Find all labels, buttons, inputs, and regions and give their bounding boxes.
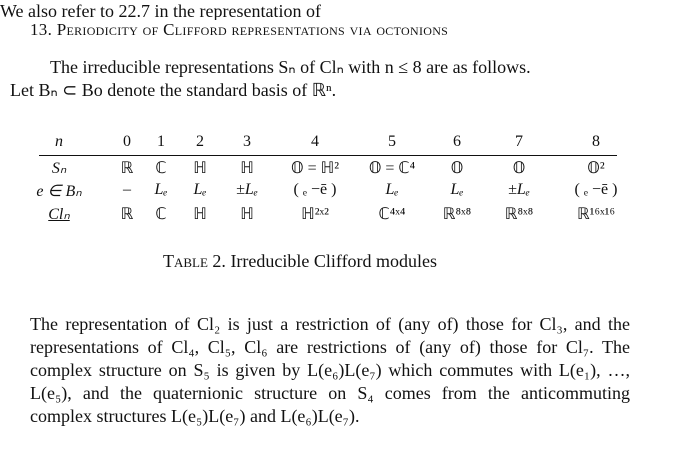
caption-label: Table 2. [163, 251, 226, 271]
table-header-cell: 6 [453, 133, 461, 150]
table-cell: ℍ²ˣ² [301, 206, 329, 223]
table-cell: 𝕆² [587, 160, 605, 177]
table-cell: ℝ⁸ˣ⁸ [504, 206, 534, 223]
table-row [37, 181, 617, 201]
caption-text: Irreducible Clifford modules [230, 251, 438, 271]
table-header-cell: 4 [311, 133, 319, 150]
body-paragraph: The representation of Cl₂ is just a restriction of (any of) those for Cl₃, and the representations of Cl₄, Cl₅, Cl₆ are restrictions of (any of) those for Cl₇. The complex structure on S₅ is given by L(e₆)L(e₇) which commutes with L(e₁), …, L(e₅), and the quaternionic structure on S₄ comes from the anticommuting complex structures L(e₅)L(e₇) and L(e₆)L(e₇). [30, 314, 630, 426]
table-caption [163, 251, 437, 272]
table-cell: ( ₑ −ē ) [293, 181, 337, 198]
table-header-label: n [55, 133, 63, 150]
table-row [37, 158, 617, 178]
section-title: Periodicity of Clifford representations via octonions [56, 20, 449, 39]
table-cell: ℝ¹⁶ˣ¹⁶ [576, 206, 616, 223]
table-cell: ℂ [155, 160, 167, 177]
section-number: 13. [30, 20, 53, 39]
table-cell: 𝕆 [512, 160, 526, 177]
intro-line-1: The irreducible representations Sₙ of Clₙ with n ≤ 8 are as follows. [50, 57, 531, 77]
table-cell: 𝕆 = ℍ² [290, 160, 340, 177]
row-label: Sₙ [51, 160, 67, 177]
table-cell: ℍ [193, 206, 207, 223]
table-cell: ±Lₑ [508, 181, 530, 198]
row-label: e ∈ Bₙ [36, 183, 82, 200]
table-cell: Lₑ [450, 181, 464, 198]
table-cell: ℂ⁴ˣ⁴ [378, 206, 406, 223]
table-cell: 𝕆 = ℂ⁴ [368, 160, 416, 177]
table-cell: ℝ [120, 206, 134, 223]
table-header-cell: 8 [592, 133, 600, 150]
table-cell: ℂ [155, 206, 167, 223]
row-label: Clₙ [48, 206, 70, 223]
table-cell: ℍ [240, 160, 254, 177]
table-cell: ℍ [193, 160, 207, 177]
intro-paragraph [10, 56, 630, 102]
table-cell: ℝ⁸ˣ⁸ [442, 206, 472, 223]
section-header [30, 20, 448, 40]
table-cell: 𝕆 [450, 160, 464, 177]
table-cell: ℍ [240, 206, 254, 223]
table-cell: Lₑ [154, 181, 168, 198]
table-cell: ℝ [120, 160, 134, 177]
cutoff-line: We also refer to 22.7 in the representation of [0, 1, 321, 20]
table-cell: – [123, 181, 131, 198]
table-rule [39, 155, 617, 156]
table-header-cell: 5 [388, 133, 396, 150]
table-header-cell: 0 [123, 133, 131, 150]
table-row [37, 204, 617, 224]
intro-line-2: Let Bₙ ⊂ Bᴏ denote the standard basis of ℝⁿ. [10, 80, 337, 100]
table-header-cell: 2 [196, 133, 204, 150]
table-header-cell: 3 [243, 133, 251, 150]
table-header-cell: 1 [157, 133, 165, 150]
table-header-row [37, 133, 617, 153]
table-cell: Lₑ [193, 181, 207, 198]
table-cell: Lₑ [385, 181, 399, 198]
table-cell: ±Lₑ [236, 181, 258, 198]
table-cell: ( ₑ −ē ) [574, 181, 618, 198]
table-header-cell: 7 [515, 133, 523, 150]
